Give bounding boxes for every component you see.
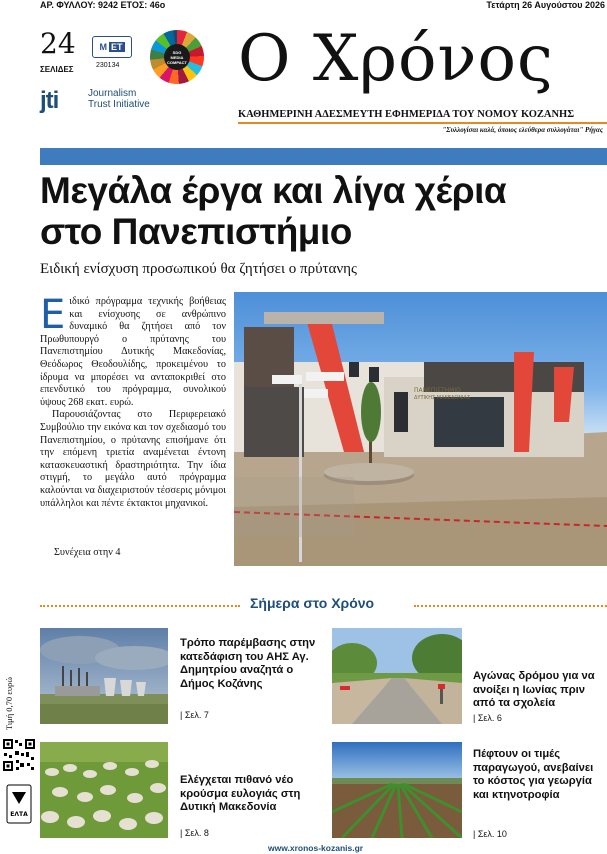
university-building-photo[interactable] bbox=[234, 292, 607, 566]
tile-page-ref: | Σελ. 8 bbox=[180, 828, 209, 838]
jti-logo: jti bbox=[40, 87, 59, 114]
tile-title[interactable]: Τρόπο παρέμβασης στην κατεδάφιση του ΑΗΣ Αγ. Δημητρίου αναζητά ο Δήμος Κοζάνης bbox=[180, 637, 316, 690]
dropcap: Ε bbox=[40, 292, 66, 338]
met-badge-icon bbox=[92, 36, 132, 58]
top-info-bar bbox=[40, 0, 607, 12]
tile-image-sheep[interactable] bbox=[40, 742, 168, 838]
pages-count: 24 bbox=[40, 27, 76, 60]
masthead-divider bbox=[238, 122, 607, 124]
sdg-line3: COMPACT bbox=[167, 59, 187, 65]
qr-code-icon[interactable] bbox=[2, 738, 36, 772]
pages-label: ΣΕΛΙΔΕΣ bbox=[40, 65, 74, 74]
elta-text: ΕΛΤΑ bbox=[10, 811, 28, 818]
lead-paragraph-2: Παρουσιάζοντας στο Περιφερειακό Συμβούλιο την εικόνα και τον σχεδιασμό του Πανεπιστημίου, ο πρύτανης επισήμανε ότι την επόμενη τριετία αναμένεται έντονη κατασκευαστική δραστηριότητα. Την ίδια στιγμή, το μεγάλο αυτό πρόγραμμα καλούνται να διαχειριστούν τέσσερις μόνιμοι υπάλληλοι και πέντε έκτακτοι μηχανικοί. bbox=[40, 409, 226, 509]
newspaper-subtitle: ΚΑΘΗΜΕΡΙΝΗ ΑΔΕΣΜΕΥΤΗ ΕΦΗΜΕΡΙΔΑ ΤΟΥ ΝΟΜΟΥ ΚΟΖΑΝΗΣ bbox=[238, 109, 575, 120]
lead-deck: Ειδική ενίσχυση προσωπικού θα ζητήσει ο πρύτανης bbox=[40, 261, 357, 277]
tile-image-road[interactable] bbox=[332, 628, 462, 724]
website-link[interactable]: www.xronos-kozanis.gr bbox=[268, 843, 364, 853]
tile-page-ref: | Σελ. 10 bbox=[473, 829, 507, 839]
building-sign-line2: ΔΥΤΙΚΗΣ ΜΑΚΕΔΟΝΙΑΣ bbox=[414, 395, 471, 401]
elta-postal-logo bbox=[6, 784, 32, 824]
tile-page-ref: | Σελ. 6 bbox=[473, 713, 502, 723]
para1-text: ιδικό πρόγραμμα τεχνικής βοήθειας και ενίσχυσης σε ανθρώπινο δυναμικό θα ζητήσει από τον Πρωθυπουργό ο πρύτανης του Πανεπιστημίου Δυτικής Μακεδονίας, Θεόδωρος Θεοδουλίδης, προκειμένου το ίδρυμα να μπορέσει να ανταποκριθεί στο επενδυτικό του πρόγραμμα, συνολικού ύψους 268 εκατ. ευρώ. bbox=[40, 296, 226, 408]
section-dotted-rule-left bbox=[40, 605, 240, 607]
tile-image-power-plant[interactable] bbox=[40, 628, 168, 724]
section-dotted-rule-right bbox=[414, 605, 607, 607]
headline-line2: στο Πανεπιστήμιο bbox=[40, 211, 352, 252]
crop-field-illustration bbox=[332, 742, 462, 838]
issue-number: ΑΡ. ΦΥΛΛΟΥ: 9242 ΕΤΟΣ: 46ο bbox=[40, 0, 166, 10]
tile-title[interactable]: Αγώνας δρόμου για να ανοίξει η Ιωνίας πριν από τα σχολεία bbox=[473, 670, 595, 709]
tile-page-ref: | Σελ. 7 bbox=[180, 710, 209, 720]
road-illustration bbox=[332, 628, 462, 724]
motto: "Συλλογίσαι καλά, όποιος ελεύθερα συλλογάται" Ρήγας bbox=[442, 126, 603, 134]
tile-title[interactable]: Ελέγχεται πιθανό νέο κρούσμα ευλογιάς στη Δυτική Μακεδονία bbox=[180, 774, 301, 813]
sdg-line1: SDG bbox=[172, 49, 182, 55]
continue-link[interactable]: Συνέχεια στην 4 bbox=[54, 547, 121, 558]
tile-image-field[interactable] bbox=[332, 742, 462, 838]
university-building-illustration bbox=[234, 292, 607, 566]
header-color-bar bbox=[40, 148, 607, 165]
lead-paragraph-1 bbox=[40, 292, 226, 409]
lead-headline[interactable] bbox=[40, 170, 600, 252]
power-plant-illustration bbox=[40, 628, 168, 724]
met-badge-left: Μ bbox=[99, 42, 107, 52]
newspaper-brand: Ο Χρόνος bbox=[238, 22, 554, 96]
jti-name bbox=[88, 88, 150, 110]
sdg-media-compact-logo bbox=[150, 30, 204, 84]
headline-line1: Μεγάλα έργα και λίγα χέρια bbox=[40, 170, 507, 211]
section-title: Σήμερα στο Χρόνο bbox=[250, 595, 375, 611]
jti-line1: Journalism bbox=[88, 88, 137, 99]
sdg-line2: MEDIA bbox=[170, 54, 184, 60]
lead-body bbox=[40, 292, 226, 510]
price-label: Τιμή 0,70 ευρώ bbox=[4, 677, 14, 730]
jti-line2: Trust Initiative bbox=[88, 99, 150, 110]
issue-date: Τετάρτη 26 Αυγούστου 2026 bbox=[486, 0, 605, 10]
building-sign-line1: ΠΑΝΕΠΙΣΤΗΜΙΟ bbox=[414, 387, 461, 394]
sheep-flock-illustration bbox=[40, 742, 168, 838]
met-badge-right: ΕΤ bbox=[110, 42, 123, 52]
tile-title[interactable]: Πέφτουν οι τιμές παραγωγού, ανεβαίνει το κόστος για γεωργία και κτηνοτροφία bbox=[473, 748, 594, 801]
met-number: 230134 bbox=[96, 62, 120, 69]
